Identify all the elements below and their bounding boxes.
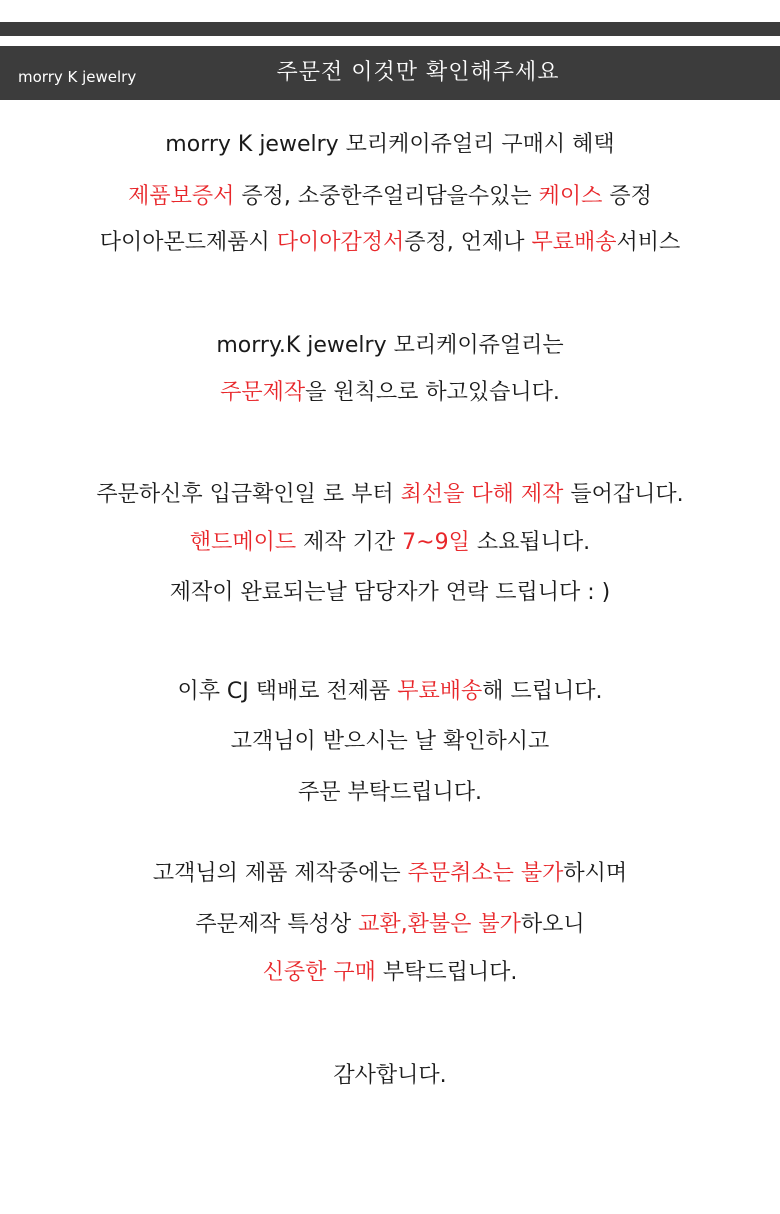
brand-name: morry K jewelry <box>18 68 137 86</box>
highlight-text: 무료배송 <box>397 679 483 704</box>
notice-text: 이후 CJ 택배로 전제품 <box>177 679 398 704</box>
notice-text: 주문 부탁드립니다. <box>297 780 482 805</box>
notice-text: 증정, 언제나 <box>404 230 532 255</box>
notice-line <box>0 331 780 361</box>
highlight-text: 주문취소는 불가 <box>407 861 564 886</box>
notice-text: 주문제작 특성상 <box>195 912 359 937</box>
notice-text: 주문하신후 입금확인일 로 부터 <box>96 482 401 507</box>
highlight-text: 제품보증서 <box>128 184 235 209</box>
highlight-text: 7~9일 <box>402 530 470 555</box>
top-stripe <box>0 22 780 36</box>
highlight-text: 주문제작 <box>220 380 306 405</box>
notice-text: 다이아몬드제품시 <box>99 230 277 255</box>
notice-text: 제작이 완료되는날 담당자가 연락 드립니다 : ) <box>169 580 611 605</box>
notice-text: 서비스 <box>616 230 681 255</box>
closing-line <box>0 1061 780 1091</box>
highlight-text: 무료배송 <box>531 230 617 255</box>
notice-line <box>0 528 780 558</box>
notice-line <box>0 378 780 408</box>
notice-text: 하시며 <box>563 861 628 886</box>
notice-line <box>0 578 780 608</box>
notice-line <box>0 228 780 258</box>
notice-line <box>0 480 780 510</box>
page-title: 주문전 이것만 확인해주세요 <box>276 60 560 85</box>
notice-text: 을 원칙으로 하고있습니다. <box>305 380 560 405</box>
highlight-text: 케이스 <box>538 184 603 209</box>
notice-text: 해 드립니다. <box>482 679 603 704</box>
notice-text: 들어갑니다. <box>563 482 684 507</box>
notice-text: 증정, 소중한주얼리담을수있는 <box>234 184 539 209</box>
notice-line <box>0 727 780 757</box>
notice-line <box>0 182 780 212</box>
header-bar <box>0 46 780 100</box>
notice-line <box>0 677 780 707</box>
notice-text: 증정 <box>602 184 652 209</box>
highlight-text: 교환,환불은 불가 <box>358 912 521 937</box>
notice-line <box>0 778 780 808</box>
notice-text: morry K jewelry 모리케이쥬얼리 구매시 혜택 <box>165 132 615 157</box>
notice-text: morry.K jewelry 모리케이쥬얼리는 <box>216 333 564 358</box>
notice-line <box>0 958 780 988</box>
notice-text: 부탁드립니다. <box>375 960 518 985</box>
notice-line <box>0 910 780 940</box>
highlight-text: 신중한 구매 <box>262 960 376 985</box>
notice-text: 하오니 <box>520 912 585 937</box>
notice-line <box>0 130 780 160</box>
notice-line <box>0 859 780 889</box>
notice-text: 소요됩니다. <box>469 530 591 555</box>
notice-text: 고객님의 제품 제작중에는 <box>152 861 408 886</box>
notice-text: 감사합니다. <box>333 1063 447 1088</box>
highlight-text: 다이아감정서 <box>276 230 405 255</box>
notice-text: 제작 기간 <box>296 530 403 555</box>
highlight-text: 핸드메이드 <box>189 530 297 555</box>
highlight-text: 최선을 다해 제작 <box>400 482 564 507</box>
notice-text: 고객님이 받으시는 날 확인하시고 <box>230 729 550 754</box>
